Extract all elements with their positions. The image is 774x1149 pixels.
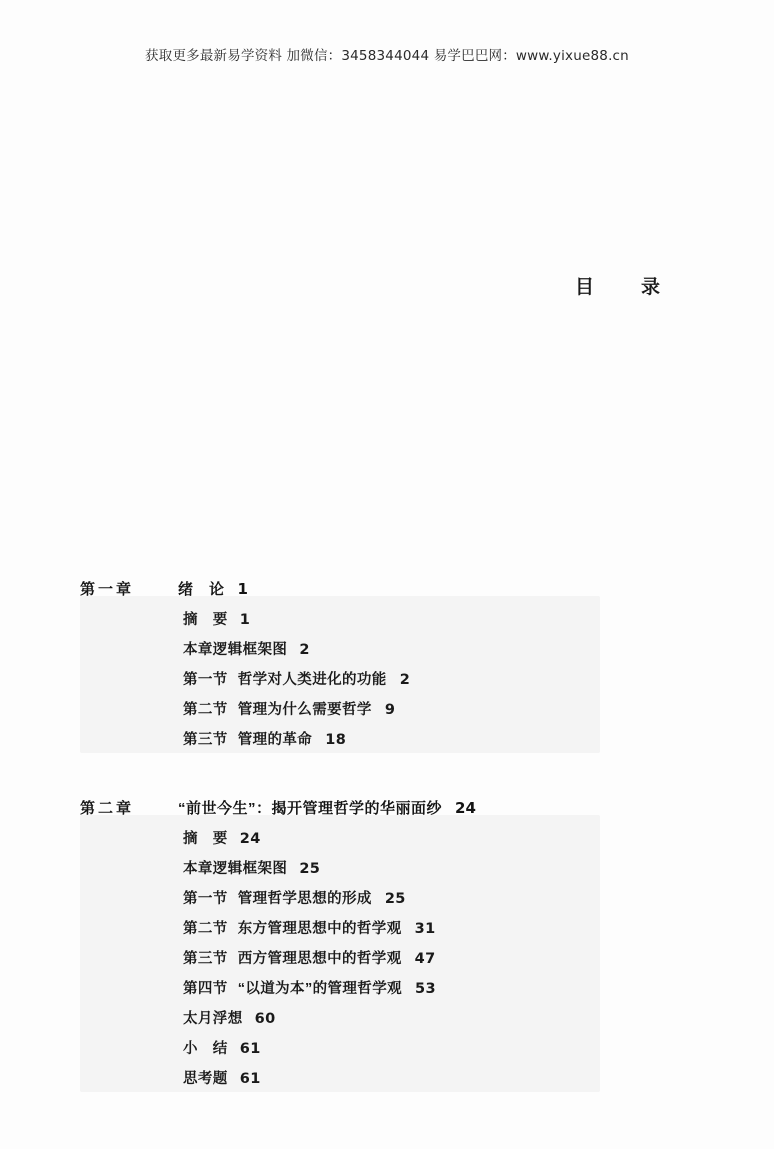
chapter-label: 第二章 bbox=[80, 800, 135, 817]
toc-chapter-heading bbox=[80, 797, 700, 818]
entry-label: 第一节 bbox=[183, 891, 228, 907]
chapter-title: 绪 论 bbox=[178, 581, 225, 598]
entry-page-number: 31 bbox=[414, 921, 436, 937]
toc-chapter-block bbox=[80, 797, 700, 1088]
toc-entry bbox=[183, 857, 700, 878]
entry-page-number: 1 bbox=[239, 612, 251, 628]
toc-entry bbox=[183, 1037, 700, 1058]
entry-title: 东方管理思想中的哲学观 bbox=[237, 921, 402, 937]
toc-chapter-heading bbox=[80, 578, 700, 599]
entry-label: 太月浮想 bbox=[183, 1011, 243, 1027]
entry-page-number: 9 bbox=[384, 702, 396, 718]
entry-label: 本章逻辑框架图 bbox=[183, 642, 288, 658]
toc-entry bbox=[183, 977, 700, 998]
toc-entry bbox=[183, 638, 700, 659]
toc-entry bbox=[183, 608, 700, 629]
entry-title: 管理的革命 bbox=[237, 732, 313, 748]
entry-page-number: 61 bbox=[239, 1041, 261, 1057]
entry-page-number: 24 bbox=[239, 831, 261, 847]
entry-label: 第二节 bbox=[183, 702, 228, 718]
toc-entry bbox=[183, 698, 700, 719]
entry-label: 小 结 bbox=[183, 1041, 228, 1057]
toc-entry bbox=[183, 917, 700, 938]
entry-title: 管理为什么需要哲学 bbox=[237, 702, 372, 718]
toc-entry bbox=[183, 668, 700, 689]
entry-label: 第三节 bbox=[183, 951, 228, 967]
entry-label: 第二节 bbox=[183, 921, 228, 937]
table-of-contents bbox=[80, 578, 700, 1136]
toc-entry bbox=[183, 1007, 700, 1028]
entry-label: 第一节 bbox=[183, 672, 228, 688]
toc-entry bbox=[183, 887, 700, 908]
entry-title: “以道为本”的管理哲学观 bbox=[237, 981, 403, 997]
chapter-label: 第一章 bbox=[80, 581, 135, 598]
entry-page-number: 18 bbox=[325, 732, 347, 748]
toc-chapter-block bbox=[80, 578, 700, 749]
toc-entry bbox=[183, 728, 700, 749]
entry-page-number: 2 bbox=[299, 642, 310, 658]
entry-title: 管理哲学思想的形成 bbox=[237, 891, 372, 907]
chapter-title: “前世今生”：揭开管理哲学的华丽面纱 bbox=[178, 800, 443, 817]
toc-entry bbox=[183, 1067, 700, 1088]
entry-page-number: 60 bbox=[254, 1011, 276, 1027]
entry-page-number: 25 bbox=[384, 891, 406, 907]
entry-label: 摘 要 bbox=[183, 612, 228, 628]
entry-page-number: 47 bbox=[414, 951, 436, 967]
entry-label: 第四节 bbox=[183, 981, 228, 997]
entry-page-number: 61 bbox=[239, 1071, 261, 1087]
entry-page-number: 2 bbox=[399, 672, 411, 688]
entry-page-number: 25 bbox=[299, 861, 321, 877]
toc-entry bbox=[183, 947, 700, 968]
chapter-page-number: 1 bbox=[237, 580, 248, 598]
toc-entry bbox=[183, 827, 700, 848]
watermark-banner: 获取更多最新易学资料 加微信：3458344044 易学巴巴网：www.yixue88.cn bbox=[145, 48, 629, 64]
entry-label: 第三节 bbox=[183, 732, 228, 748]
entry-label: 摘 要 bbox=[183, 831, 228, 847]
entry-title: 西方管理思想中的哲学观 bbox=[237, 951, 402, 967]
entry-label: 本章逻辑框架图 bbox=[183, 861, 288, 877]
entry-title: 哲学对人类进化的功能 bbox=[237, 672, 387, 688]
entry-page-number: 53 bbox=[415, 981, 436, 997]
chapter-page-number: 24 bbox=[455, 799, 476, 817]
entry-label: 思考题 bbox=[183, 1071, 228, 1087]
page-title: 目 录 bbox=[574, 277, 674, 298]
